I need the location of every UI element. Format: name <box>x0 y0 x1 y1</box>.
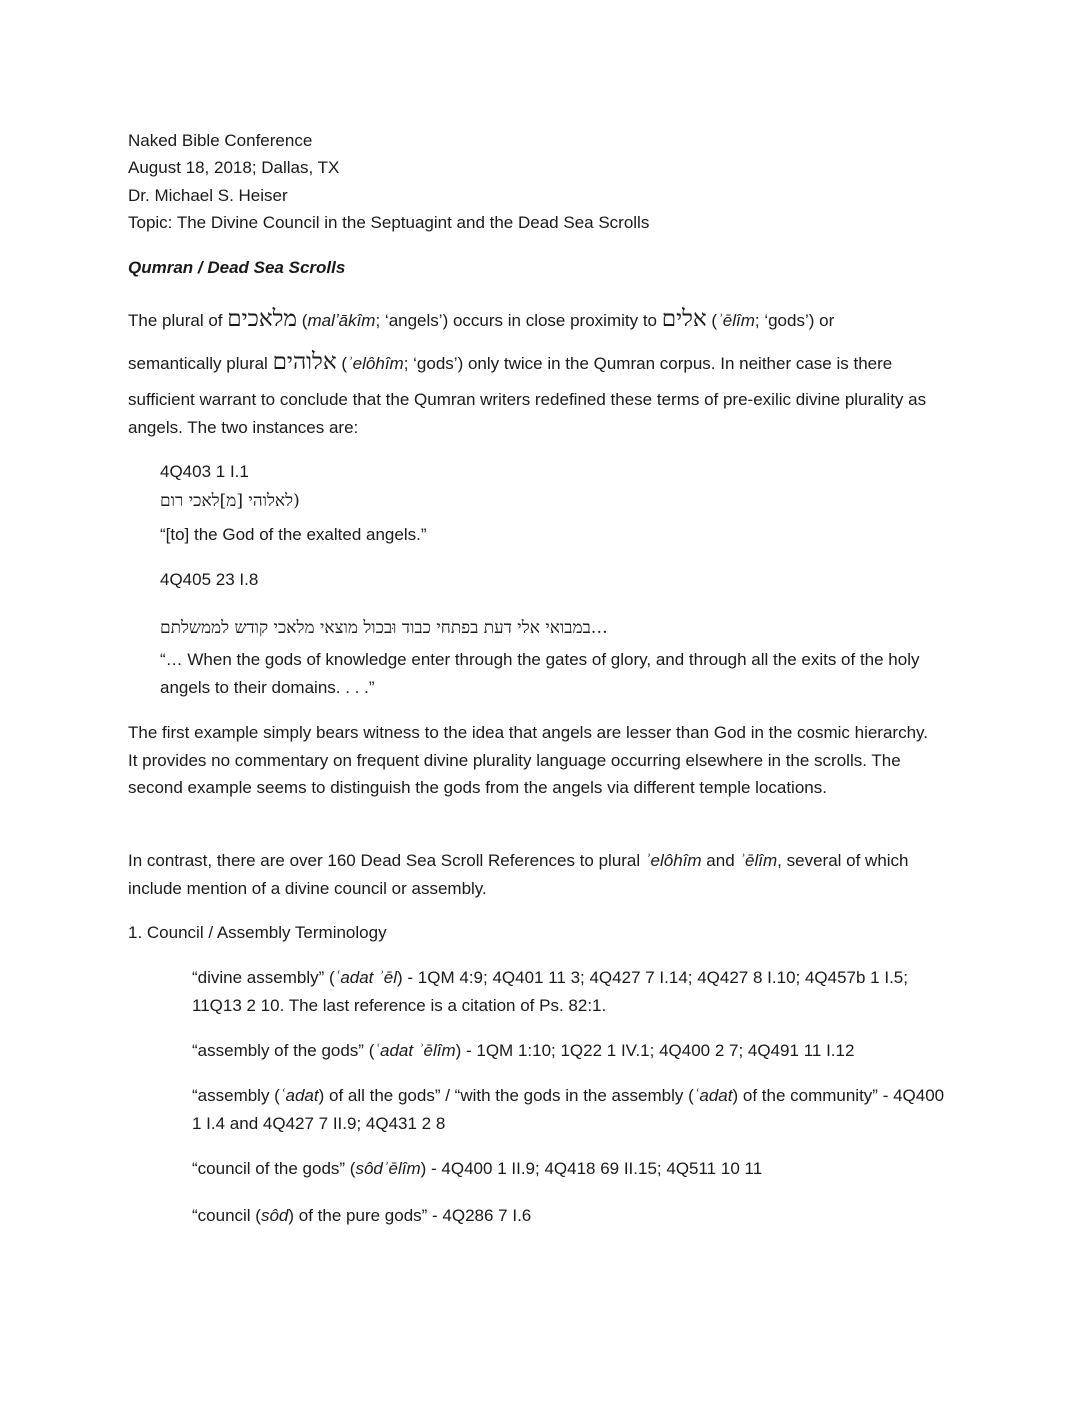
instance-translation: “[to] the God of the exalted angels.” <box>160 525 427 544</box>
intro-text: ; ‘angels’) occurs in close proximity to <box>375 311 662 330</box>
conference-name: Naked Bible Conference <box>128 131 313 150</box>
instance-translation: “… When the gods of knowledge enter through the gates of glory, and through all the exits of the holy angels to their domains. . . .” <box>160 650 920 697</box>
body-paragraph <box>128 847 942 902</box>
transliteration: ʿadat <box>279 1086 319 1105</box>
transliteration: ʾēlîm <box>739 851 778 870</box>
term-text: “council ( <box>192 1206 261 1225</box>
intro-text: ( <box>336 354 348 373</box>
transliteration: ʿadat ʾēl <box>334 968 398 987</box>
term-item <box>192 1041 854 1061</box>
transliteration: sôdʾēlîm <box>355 1159 421 1178</box>
transliteration: malʼākîm <box>307 311 376 330</box>
instance-reference: 4Q405 23 I.8 <box>160 570 259 589</box>
intro-text: ; ‘gods’) only twice in the Qumran corpus. In neither case is there <box>403 354 893 373</box>
intro-text: semantically plural <box>128 354 273 373</box>
instance-hebrew: (לאלוהי [מ]לאכי רום <box>160 491 300 511</box>
paragraph-text: , several of which include mention of a divine council or assembly. <box>128 851 909 898</box>
intro-text: ( <box>706 311 718 330</box>
term-text: ) of all the gods” / “with the gods in the assembly ( <box>318 1086 694 1105</box>
transliteration: ʿadat <box>693 1086 733 1105</box>
term-text: “divine assembly” ( <box>192 968 335 987</box>
instance-hebrew: …במבואי אלי דעת בפתחי כבוד וּבכול מוצאי מלאכי קודש לממשלתם <box>160 618 608 638</box>
transliteration: ʿadat ʾēlîm <box>374 1041 456 1060</box>
intro-line-2 <box>128 349 893 375</box>
term-text: “assembly ( <box>192 1086 280 1105</box>
hebrew-term: מלאכים <box>227 306 298 332</box>
body-paragraph: The first example simply bears witness to the idea that angels are lesser than God in the cosmic hierarchy. It provides no commentary on frequent divine plurality language occurring elsewhere in the scrolls. The second example seems to distinguish the gods from the angels via different temple locations. <box>128 723 929 797</box>
term-text: ) of the pure gods” - 4Q286 7 I.6 <box>288 1206 532 1225</box>
transliteration: ʾelôhîm <box>347 354 404 373</box>
term-text: ) - 1QM 1:10; 1Q22 1 IV.1; 4Q400 2 7; 4Q491 11 I.12 <box>455 1041 855 1060</box>
term-text: “council of the gods” ( <box>192 1159 356 1178</box>
hebrew-term: אלים <box>661 306 707 332</box>
intro-line-1 <box>128 306 835 332</box>
intro-paragraph: sufficient warrant to conclude that the Qumran writers redefined these terms of pre-exilic divine plurality as angels. The two instances are: <box>128 390 927 437</box>
list-heading: 1. Council / Assembly Terminology <box>128 923 387 942</box>
speaker-name: Dr. Michael S. Heiser <box>128 186 288 205</box>
date-place: August 18, 2018; Dallas, TX <box>128 158 340 177</box>
term-item <box>192 964 952 1019</box>
term-item <box>192 1159 762 1179</box>
term-item <box>192 1206 531 1226</box>
transliteration: ʾēlîm <box>717 311 755 330</box>
intro-text: ; ‘gods’) or <box>754 311 835 330</box>
term-text: ) - 1QM 4:9; 4Q401 11 3; 4Q427 7 I.14; 4Q427 8 I.10; 4Q457b 1 I.5; 11Q13 2 10. The last reference is a citation of Ps. 82:1. <box>192 968 908 1015</box>
term-text: ) of the community” - 4Q400 1 I.4 and 4Q427 7 II.9; 4Q431 2 8 <box>192 1086 945 1133</box>
paragraph-text: In contrast, there are over 160 Dead Sea Scroll References to plural <box>128 851 645 870</box>
term-text: ) - 4Q400 1 II.9; 4Q418 69 II.15; 4Q511 10 11 <box>420 1159 763 1178</box>
transliteration: sôd <box>260 1206 289 1225</box>
intro-text: The plural of <box>128 311 228 330</box>
term-item <box>192 1082 952 1137</box>
topic-line: Topic: The Divine Council in the Septuagint and the Dead Sea Scrolls <box>128 213 650 232</box>
intro-text: ( <box>297 311 308 330</box>
paragraph-text: and <box>701 851 740 870</box>
instance-reference: 4Q403 1 I.1 <box>160 462 249 481</box>
term-text: “assembly of the gods” ( <box>192 1041 375 1060</box>
transliteration: ʾelôhîm <box>644 851 702 870</box>
section-title: Qumran / Dead Sea Scrolls <box>128 258 346 277</box>
hebrew-term: אלוהים <box>272 349 337 375</box>
